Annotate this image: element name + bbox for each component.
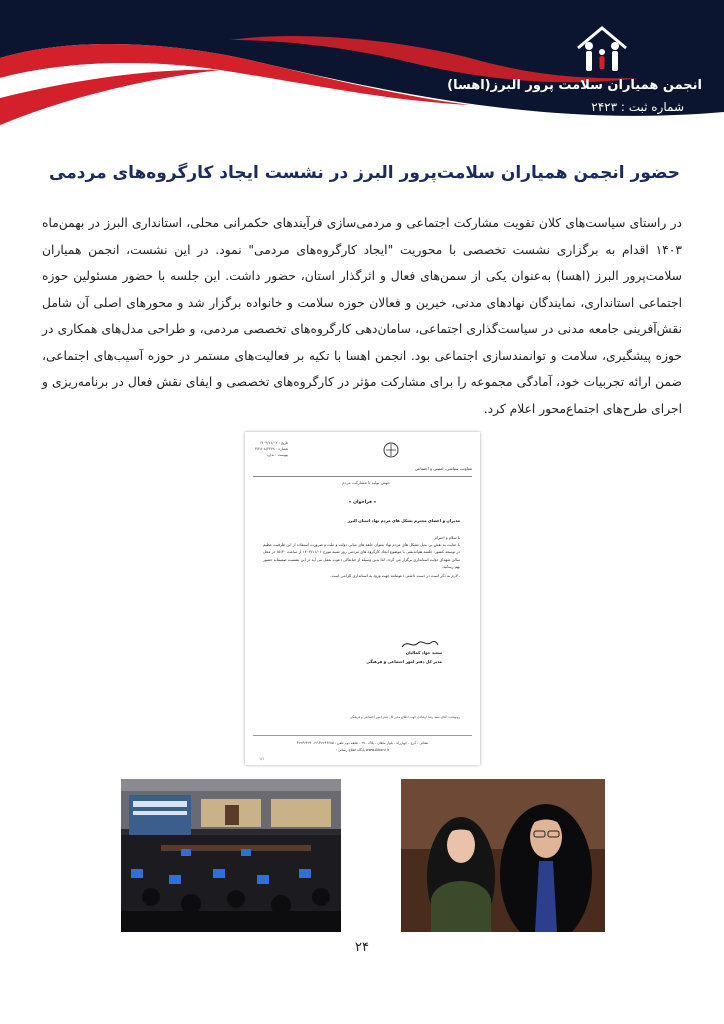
letter-divider <box>253 476 472 477</box>
letter-signer <box>366 648 442 666</box>
letter-number: شماره : ۳/۴۸۰۸/۲۴۷۸ <box>255 447 289 451</box>
letter-paragraph: با عنایت به نقش بی بدیل تشکل های مردم نهاد بعنوان حلقه های میانی دولت و ملت و ضرورت استفاده از این ظرفیت عظیم در توسعه کشور؛ جلسه هم‌اندیشی با موضوع ایجاد کارگروه های مردمی روز شنبه مورخ ۱۴۰۳/۱۱/۰۶ از ساعت ۱۵:۳۰ در محل سالن شهدای دولت استانداری برگزار می گردد. لذا بدین وسیله از جنابعالی دعوت بعمل می آید در این نشست صمیمانه حضور بهم رسانید. <box>263 542 460 569</box>
invitation-letter-image <box>245 432 480 765</box>
signer-title: مدیر کل دفتر امور اجتماعی و فرهنگی <box>366 659 442 664</box>
page-header <box>0 0 724 170</box>
letter-attachment: پیوست : ندارد <box>266 453 289 457</box>
signer-name: سعید جواد کمالیان <box>405 650 442 655</box>
organization-name: انجمن همیاران سلامت پرور البرز(اهسا) <box>447 78 702 93</box>
emblem-icon <box>378 438 404 464</box>
letter-meta <box>255 440 288 458</box>
letter-call-title: « فراخوان » <box>348 500 377 505</box>
meeting-hall-photo <box>121 779 341 932</box>
letter-footer <box>255 740 470 754</box>
article-title: حضور انجمن همیاران سلامت‌پرور البرز در نشست ایجاد کارگروه‌های مردمی <box>49 163 680 183</box>
letter-office: معاونت سیاسی، امنیتی و اجتماعی <box>414 466 472 471</box>
letter-page-marker: ۱/۱ <box>259 756 265 761</box>
letter-addressee: مدیران و اعضای محترم تشکل های مردم نهاد استان البرز <box>347 518 460 523</box>
letter-greeting: با سلام و احترام <box>434 535 460 540</box>
two-women-photo <box>401 779 605 932</box>
letter-date: تاریخ : ۱۴۰۳/۱۱/۰۲ <box>259 441 289 445</box>
letter-footer-divider <box>253 735 472 736</box>
page-number: ۲۴ <box>355 940 369 955</box>
letter-content <box>263 534 460 579</box>
article-body: در راستای سیاست‌های کلان تقویت مشارکت اجتماعی و مردمی‌سازی فرآیندهای حکمرانی محلی، استانداری البرز در بهمن‌ماه ۱۴۰۳ اقدام به برگزاری نشست تخصصی با محوریت "ایجاد کارگروه‌های مردمی" نمود. در این نشست، انجمن همیاران سلامت‌پرور البرز (اهسا) به‌عنوان یکی از سمن‌های فعال و اثرگذار استان، حضور داشت. این جلسه با حضور مسئولین حوزه اجتماعی استانداری، نمایندگان نهادهای مدنی، خیرین و فعالان حوزه سلامت و خانواده برگزار شد و محورهای اصلی آن شامل نقش‌آفرینی جامعه مدنی در سیاست‌گذاری اجتماعی، سامان‌دهی کارگروه‌های تخصصی مردمی، و طراحی مدل‌های همکاری در حوزه پیشگیری، سلامت و توانمندسازی اجتماعی بود. انجمن اهسا با تکیه بر فعالیت‌های مستمر در حوزه آسیب‌های اجتماعی، ضمن ارائه تجربیات خود، آمادگی مجموعه را برای مشارکت مؤثر در کارگروه‌های تخصصی و ایفای نقش فعال در برنامه‌ریزی و اجرای طرح‌های اجتماع‌محور اعلام کرد. <box>42 216 682 416</box>
letter-website: www.Alborz.ir پایگاه اطلاع رسانی : <box>335 748 390 752</box>
registration-number: شماره ثبت : ۲۴۲۳ <box>591 100 684 114</box>
family-house-logo-icon <box>574 24 630 80</box>
letter-cc: رونوشت: آقای سید رضا ارشادی جهت اطلاع مدیر کل دفتر امور اجتماعی و فرهنگی <box>349 715 460 719</box>
letter-closing: ـ لازم به ذکر است در دست داشتن دعوتنامه جهت ورود به استانداری الزامی است. <box>330 573 460 579</box>
letter-slogan: جهش تولید با مشارکت مردم <box>342 480 390 485</box>
letter-address: نشانی : کرج - چهارراه - بلوار ماهان - پلاک ۲۷۰ - طبقه دوم تلفن : ۳۲۲۴۶۶۸۵-۰۲۶ ۳۲۲۴۶۳۲۴ <box>296 741 429 745</box>
